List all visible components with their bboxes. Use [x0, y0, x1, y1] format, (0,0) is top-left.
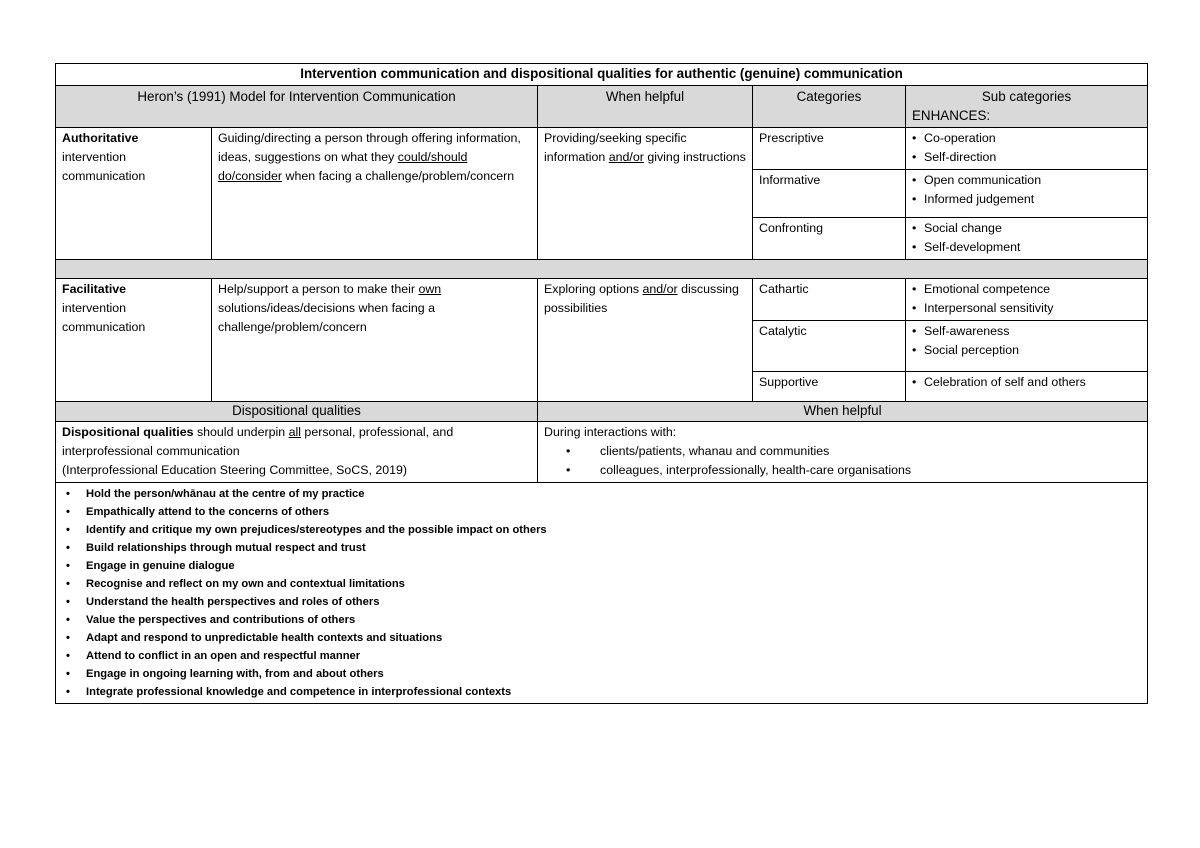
list-item: • Self-development [912, 238, 1141, 257]
facilitative-description [212, 279, 538, 402]
facilitative-name: Facilitative [62, 282, 127, 296]
facilitative-helpful-underlined: and/or [642, 282, 678, 296]
header-dispositional-when-helpful: When helpful [538, 402, 1148, 422]
header-when-helpful: When helpful [538, 86, 753, 128]
category-catalytic: Catalytic [753, 321, 906, 372]
subcategories-confronting [906, 218, 1148, 260]
list-item: • Informed judgement [912, 190, 1141, 209]
list-item: • Understand the health perspectives and roles of others [64, 593, 1141, 611]
subcategories-informative [906, 170, 1148, 218]
authoritative-desc-text1: Guiding/directing a person through offering information, ideas, suggestions on what they [218, 131, 521, 164]
subcategories-supportive [906, 372, 1148, 402]
during-interactions-label: During interactions with: [544, 425, 677, 439]
facilitative-name-line3: communication [62, 320, 146, 334]
header-categories: Categories [753, 86, 906, 128]
list-item: • colleagues, interprofessionally, health-care organisations [566, 461, 1141, 480]
list-item: • Build relationships through mutual respect and trust [64, 539, 1141, 557]
list-item: • Attend to conflict in an open and respectful manner [64, 647, 1141, 665]
authoritative-name-cell [56, 128, 212, 260]
header-sub-categories-label: Sub categories [981, 89, 1072, 104]
list-item: • Open communication [912, 171, 1141, 190]
list-item: • clients/patients, whanau and communities [566, 442, 1141, 461]
list-item: • Recognise and reflect on my own and contextual limitations [64, 575, 1141, 593]
dispositional-desc-text2: personal, professional, and interprofessional communication [62, 425, 454, 458]
list-item: • Self-direction [912, 148, 1141, 167]
facilitative-desc-text1: Help/support a person to make their [218, 282, 419, 296]
header-model: Heron’s (1991) Model for Intervention Communication [56, 86, 538, 128]
dispositional-desc-source: (Interprofessional Education Steering Committee, SoCS, 2019) [62, 463, 408, 477]
list-item: • Engage in ongoing learning with, from and about others [64, 665, 1141, 683]
authoritative-desc-underlined: could/should do/consider [218, 150, 468, 183]
authoritative-description [212, 128, 538, 260]
divider-row [56, 260, 1148, 279]
facilitative-helpful-text1: Exploring options [544, 282, 643, 296]
category-supportive: Supportive [753, 372, 906, 402]
facilitative-when-helpful [538, 279, 753, 402]
facilitative-name-cell [56, 279, 212, 402]
list-item: • Emotional competence [912, 280, 1141, 299]
authoritative-helpful-text1: Providing/seeking specific information [544, 131, 687, 164]
dispositional-desc-underlined: all [288, 425, 301, 439]
facilitative-desc-text2: solutions/ideas/decisions when facing a challenge/problem/concern [218, 301, 435, 334]
header-dispositional-qualities: Dispositional qualities [56, 402, 538, 422]
dispositional-desc-bold: Dispositional qualities [62, 425, 194, 439]
list-item: • Hold the person/whānau at the centre of my practice [64, 485, 1141, 503]
list-item: • Self-awareness [912, 322, 1141, 341]
list-item: • Engage in genuine dialogue [64, 557, 1141, 575]
list-item: • Social change [912, 219, 1141, 238]
authoritative-helpful-underlined: and/or [608, 150, 644, 164]
list-item: • Co-operation [912, 129, 1141, 148]
subcategories-cathartic [906, 279, 1148, 321]
category-confronting: Confronting [753, 218, 906, 260]
dispositional-desc-text1: should underpin [193, 425, 289, 439]
list-item: • Value the perspectives and contributions of others [64, 611, 1141, 629]
list-item: • Adapt and respond to unpredictable health contexts and situations [64, 629, 1141, 647]
authoritative-helpful-text2: giving instructions [643, 150, 746, 164]
table-title: Intervention communication and dispositional qualities for authentic (genuine) communication [56, 64, 1148, 86]
list-item: • Integrate professional knowledge and competence in interprofessional contexts [64, 683, 1141, 701]
list-item: • Celebration of self and others [912, 373, 1141, 392]
authoritative-name-line3: communication [62, 169, 146, 183]
dispositional-when-helpful [538, 422, 1148, 483]
category-prescriptive: Prescriptive [753, 128, 906, 170]
facilitative-name-line2: intervention [62, 301, 127, 315]
header-enhances-label: ENHANCES: [912, 108, 991, 123]
list-item: • Empathically attend to the concerns of others [64, 503, 1141, 521]
intervention-table [55, 63, 1148, 704]
header-sub-categories [906, 86, 1148, 128]
authoritative-desc-text2: when facing a challenge/problem/concern [282, 169, 515, 183]
subcategories-catalytic [906, 321, 1148, 372]
authoritative-when-helpful [538, 128, 753, 260]
authoritative-name-line2: intervention [62, 150, 127, 164]
list-item: • Interpersonal sensitivity [912, 299, 1141, 318]
subcategories-prescriptive [906, 128, 1148, 170]
facilitative-desc-underlined: own [418, 282, 442, 296]
category-cathartic: Cathartic [753, 279, 906, 321]
category-informative: Informative [753, 170, 906, 218]
authoritative-name: Authoritative [62, 131, 139, 145]
facilitative-helpful-text2: discussing possibilities [544, 282, 739, 315]
list-item: • Social perception [912, 341, 1141, 360]
dispositional-qualities-list [56, 483, 1148, 704]
list-item: • Identify and critique my own prejudices/stereotypes and the possible impact on others [64, 521, 1141, 539]
dispositional-description [56, 422, 538, 483]
